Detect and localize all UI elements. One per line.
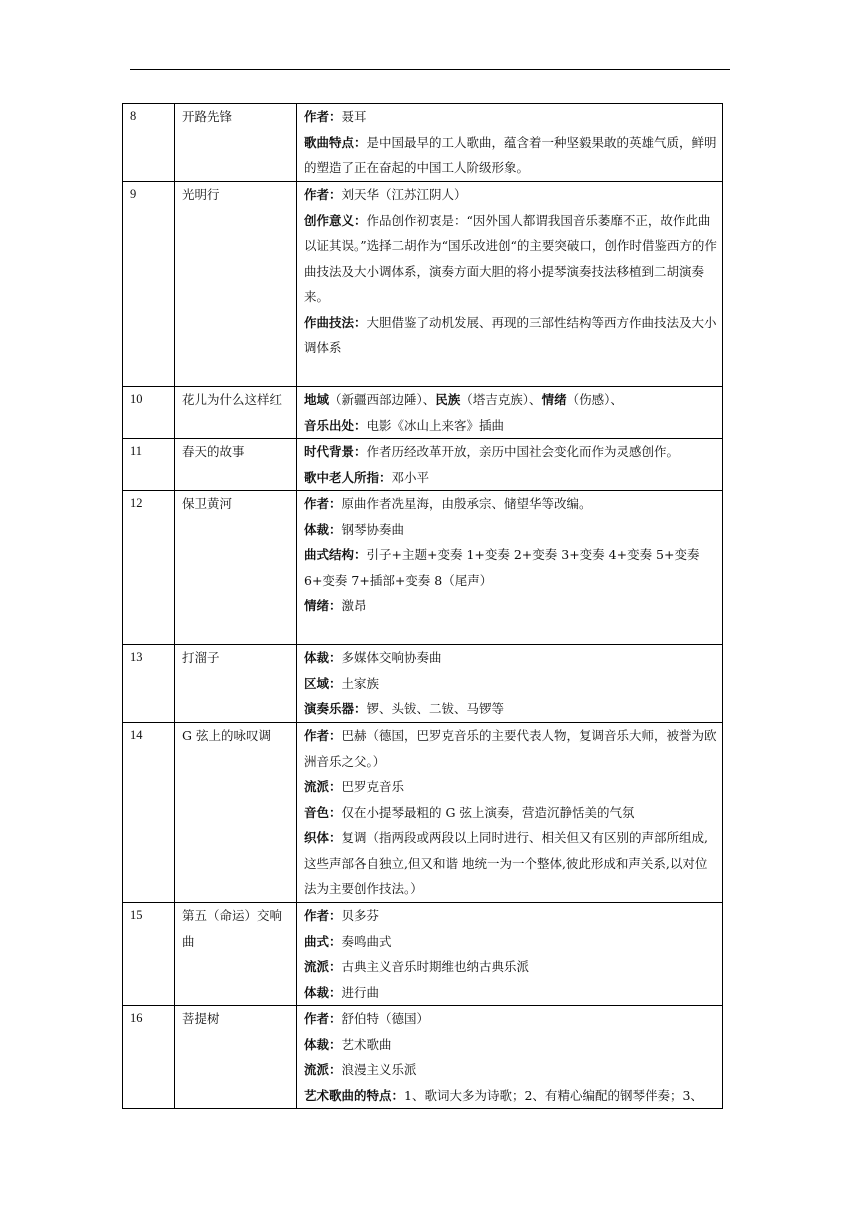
song-details [297, 439, 723, 491]
detail-line: 情绪：激昂 [304, 598, 367, 613]
table-row [123, 723, 723, 903]
song-details [297, 491, 723, 645]
song-details [297, 182, 723, 387]
table-row [123, 1006, 723, 1109]
header-rule [130, 69, 730, 70]
table-row [123, 182, 723, 387]
row-number: 8 [123, 104, 175, 182]
song-title: 花儿为什么这样红 [175, 387, 297, 439]
song-details [297, 723, 723, 903]
detail-line: 作者：贝多芬 [304, 908, 380, 923]
row-number: 13 [123, 645, 175, 723]
row-number: 15 [123, 903, 175, 1006]
row-number: 9 [123, 182, 175, 387]
detail-line: 流派：巴罗克音乐 [304, 779, 405, 794]
detail-line: 流派：浪漫主义乐派 [304, 1062, 417, 1077]
detail-line: 歌中老人所指：邓小平 [304, 469, 430, 485]
detail-line: 歌曲特点：是中国最早的工人歌曲，蕴含着一种坚毅果敢的英雄气质，鲜明的塑造了正在奋起的中国工人阶级形象。 [304, 134, 717, 175]
detail-line: 时代背景：作者历经改革开放，亲历中国社会变化而作为灵感创作。 [304, 444, 680, 459]
song-title: 春天的故事 [175, 439, 297, 491]
row-number: 14 [123, 723, 175, 903]
detail-line: 作者：刘天华（江苏江阴人） [304, 187, 467, 202]
table-row [123, 645, 723, 723]
detail-line: 作者：原曲作者冼星海，由殷承宗、储望华等改编。 [304, 496, 592, 511]
table-row [123, 387, 723, 439]
song-details [297, 387, 723, 439]
row-number: 11 [123, 439, 175, 491]
detail-line: 体裁：进行曲 [304, 984, 380, 1000]
song-title: 第五（命运）交响曲 [175, 903, 297, 1006]
row-number: 10 [123, 387, 175, 439]
song-title: 保卫黄河 [175, 491, 297, 645]
detail-line: 体裁：钢琴协奏曲 [304, 521, 405, 537]
detail-line: 流派：古典主义音乐时期维也纳古典乐派 [304, 959, 530, 974]
music-table [122, 103, 723, 1109]
detail-line: 创作意义：作品创作初衷是：“因外国人都谓我国音乐萎靡不正，故作此曲以证其误。”选择二胡作为“国乐改进创“的主要突破口，创作时借鉴西方的作曲技法及大小调体系，演奏方面大胆的将小提琴演奏技法移植到二胡演奏来。 [304, 212, 717, 304]
detail-line: 曲式结构：引子+主题+变奏 1+变奏 2+变奏 3+变奏 4+变奏 5+变奏 6+变奏 7+插部+变奏 8（尾声） [304, 547, 700, 588]
detail-line: 作者：聂耳 [304, 109, 367, 124]
detail-line: 织体：复调（指两段或两段以上同时进行、相关但又有区别的声部所组成,这些声部各自独立,但又和谐 地统一为一个整体,彼此形成和声关系,以对位法为主要创作技法。） [304, 830, 709, 896]
detail-line: 作者：巴赫（德国，巴罗克音乐的主要代表人物，复调音乐大师，被誉为欧洲音乐之父。） [304, 728, 717, 769]
table-row [123, 104, 723, 182]
table-row [123, 491, 723, 645]
song-title: 打溜子 [175, 645, 297, 723]
detail-line: 地域（新疆西部边陲）、民族（塔吉克族）、情绪（伤感）、 [304, 392, 623, 407]
detail-line: 区域：土家族 [304, 675, 380, 691]
song-title: 菩提树 [175, 1006, 297, 1109]
table-row [123, 903, 723, 1006]
detail-line: 音色：仅在小提琴最粗的 G 弦上演奏，营造沉静恬美的气氛 [304, 804, 635, 820]
song-details [297, 903, 723, 1006]
song-title: 开路先锋 [175, 104, 297, 182]
row-number: 16 [123, 1006, 175, 1109]
detail-line: 音乐出处：电影《冰山上来客》插曲 [304, 417, 505, 433]
detail-line: 作曲技法：大胆借鉴了动机发展、再现的三部性结构等西方作曲技法及大小调体系 [304, 314, 717, 355]
song-details [297, 645, 723, 723]
song-details [297, 1006, 723, 1109]
row-number: 12 [123, 491, 175, 645]
song-details [297, 104, 723, 182]
song-title: G 弦上的咏叹调 [175, 723, 297, 903]
detail-line: 作者：舒伯特（德国） [304, 1011, 430, 1026]
song-title: 光明行 [175, 182, 297, 387]
detail-line: 曲式：奏鸣曲式 [304, 933, 392, 949]
detail-line: 艺术歌曲的特点：1、歌词大多为诗歌；2、有精心编配的钢琴伴奏；3、 [304, 1087, 703, 1103]
detail-line: 体裁：艺术歌曲 [304, 1036, 392, 1052]
detail-line: 体裁：多媒体交响协奏曲 [304, 650, 442, 665]
table-row [123, 439, 723, 491]
detail-line: 演奏乐器：锣、头钹、二钹、马锣等 [304, 701, 505, 716]
